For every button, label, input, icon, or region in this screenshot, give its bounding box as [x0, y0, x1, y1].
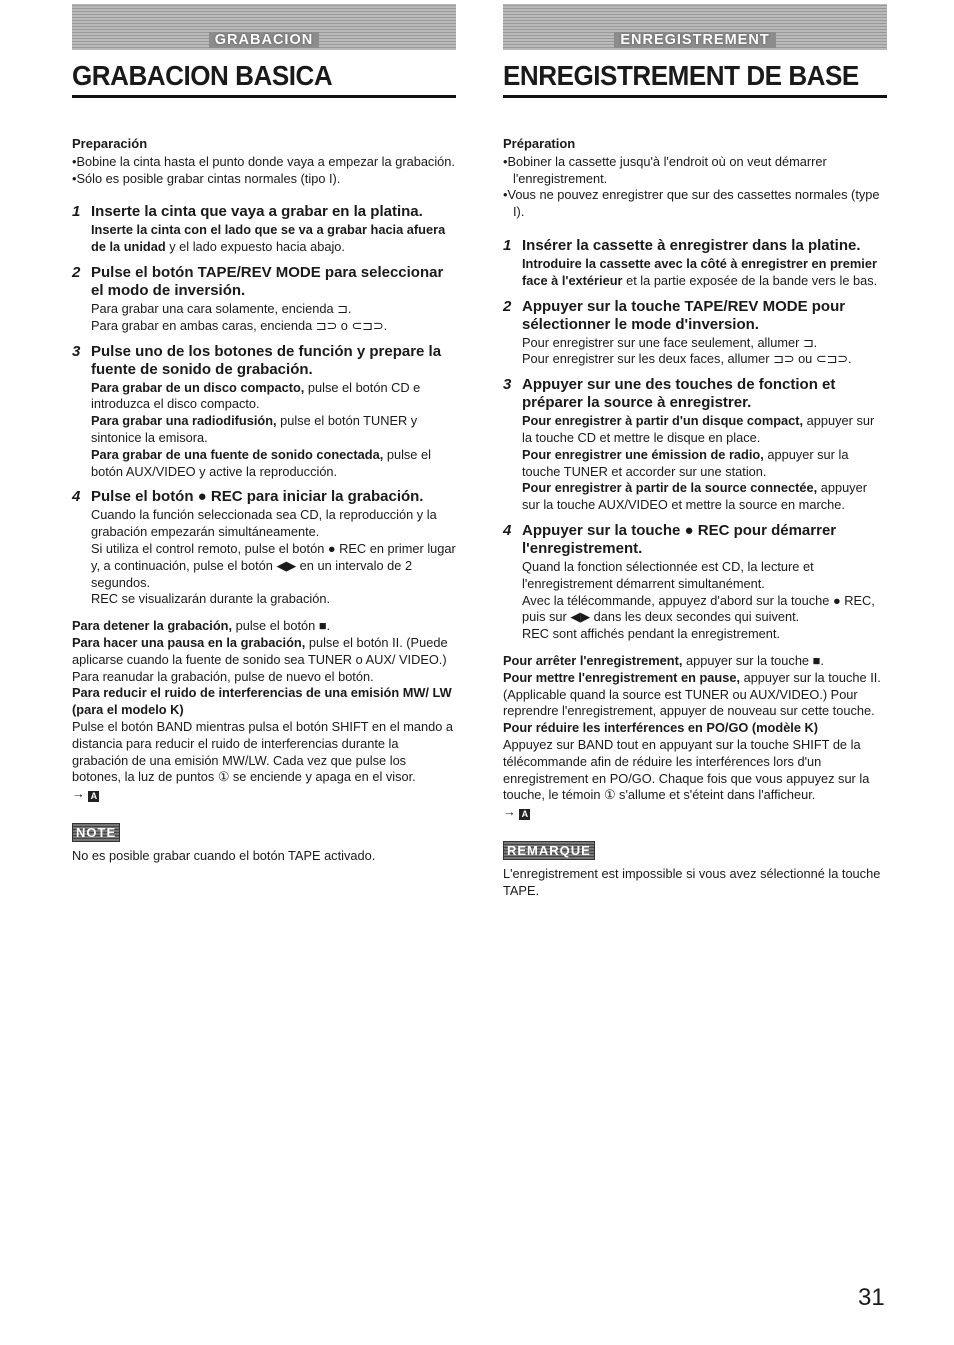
reference-box-icon: A	[519, 809, 530, 820]
step-text: Pour enregistrer une émission de radio, appuyer sur la touche TUNER et accorder sur une station.	[522, 446, 849, 479]
pause-instruction: Pour mettre l'enregistrement en pause, appuyer sur la touche II. (Applicable quand la source est TUNER ou AUX/VIDEO.) Pour reprendre l'enregistrement, appuyer de nouveau sur cette touche.	[503, 669, 881, 719]
step-text: Pour enregistrer sur les deux faces, allumer ⊐⊃ ou ⊂⊐⊃.	[522, 351, 852, 367]
page-title: GRABACION BASICA	[72, 60, 333, 91]
note-text: L'enregistrement est impossible si vous avez sélectionné la touche TAPE.	[503, 865, 881, 898]
step-2	[72, 264, 456, 335]
noise-reference: → A	[503, 804, 887, 821]
title-rule	[72, 95, 456, 98]
step-4	[503, 522, 887, 643]
step-number: 3	[72, 342, 81, 360]
section-banner: GRABACION	[72, 4, 456, 50]
section-banner: ENREGISTREMENT	[503, 4, 887, 50]
step-number: 1	[503, 236, 512, 254]
step-title: Pulse el botón TAPE/REV MODE para seleccionar el modo de inversión.	[91, 263, 444, 299]
list-item: • Bobine la cinta hasta el punto donde vaya a empezar la grabación.	[72, 154, 456, 171]
step-text: Inserte la cinta con el lado que se va a grabar hacia afuera de la unidad y el lado expuesto hacia abajo.	[91, 222, 446, 255]
step-title: Appuyer sur la touche ● REC pour démarrer l'enregistrement.	[522, 521, 837, 557]
step-text: Para grabar una radiodifusión, pulse el botón TUNER y sintonice la emisora.	[91, 413, 418, 445]
step-1	[503, 237, 887, 290]
noise-heading: Pour réduire les interférences en PO/GO (modèle K)	[503, 720, 819, 736]
step-text: Avec la télécommande, appuyez d'abord sur la touche ● REC, puis sur ◀▶ dans les deux secondes qui suivent.	[522, 592, 875, 625]
step-2	[503, 298, 887, 369]
stop-instruction: Pour arrêter l'enregistrement, appuyer sur la touche ■.	[503, 652, 824, 668]
step-number: 4	[503, 521, 512, 539]
spanish-column	[72, 0, 456, 865]
page-number: 31	[858, 1284, 885, 1311]
prep-list	[72, 154, 456, 188]
step-title: Appuyer sur la touche TAPE/REV MODE pour sélectionner le mode d'inversion.	[522, 297, 846, 333]
step-text: Cuando la función seleccionada sea CD, la reproducción y la grabación empezarán simultáneamente.	[91, 507, 437, 540]
noise-heading: Para reducir el ruido de interferencias de una emisión MW/ LW (para el modelo K)	[72, 685, 452, 718]
pause-instruction: Para hacer una pausa en la grabación, pulse el botón II. (Puede aplicarse cuando la fuente de sonido sea TUNER o AUX/ VIDEO.) Para reanudar la grabación, pulse de nuevo el botón.	[72, 634, 448, 684]
noise-text: Pulse el botón BAND mientras pulsa el botón SHIFT en el mando a distancia para reducir el ruido de interferencias durante la grabación de una emisión MW/LW. Cada vez que pulse los botones, la luz de puntos ① se enciende y apaga en el visor.	[72, 718, 454, 785]
step-1	[72, 203, 456, 256]
step-text: Pour enregistrer à partir d'un disque compact, appuyer sur la touche CD et mettre le disque en place.	[522, 413, 875, 445]
reference-box-icon: A	[88, 791, 99, 802]
step-text: Para grabar en ambas caras, encienda ⊐⊃ o ⊂⊐⊃.	[91, 317, 388, 333]
step-4	[72, 488, 456, 608]
step-text: Si utiliza el control remoto, pulse el botón ● REC en primer lugar y, a continuación, pulse el botón ◀▶ en un intervalo de 2 segundos.	[91, 540, 456, 590]
prep-heading: Preparación	[72, 136, 148, 151]
page-title: ENREGISTREMENT DE BASE	[503, 60, 859, 91]
step-number: 2	[503, 297, 512, 315]
list-item: • Bobiner la cassette jusqu'à l'endroit où on veut démarrer l'enregistrement.	[503, 154, 887, 188]
step-text: Pour enregistrer sur une face seulement, allumer ⊐.	[522, 334, 818, 350]
step-number: 1	[72, 203, 81, 221]
step-text: Para grabar una cara solamente, encienda ⊐.	[91, 300, 352, 316]
prep-list	[503, 154, 887, 221]
noise-text: Appuyez sur BAND tout en appuyant sur la touche SHIFT de la télécommande afin de réduire les interférences lors d'un enregistrement en PO/GO. Chaque fois que vous appuyez sur la touche, le témoin ① s'allume et s'éteint dans l'afficheur.	[503, 736, 870, 803]
step-title: Insérer la cassette à enregistrer dans la platine.	[522, 236, 861, 254]
noise-reference: → A	[72, 786, 456, 803]
step-title: Pulse uno de los botones de función y prepare la fuente de sonido de grabación.	[91, 342, 442, 378]
step-title: Inserte la cinta que vaya a grabar en la platina.	[91, 203, 423, 221]
step-number: 4	[72, 488, 81, 506]
step-text: Introduire la cassette avec la côté à enregistrer en premier face à l'extérieur et la partie exposée de la bande vers le bas.	[522, 255, 878, 288]
step-text: Pour enregistrer à partir de la source connectée, appuyer sur la touche AUX/VIDEO et mettre la source en marche.	[522, 480, 867, 513]
step-text: REC sont affichés pendant la enregistrement.	[522, 626, 780, 642]
title-rule	[503, 95, 887, 98]
stop-instruction: Para detener la grabación, pulse el botón ■.	[72, 618, 331, 634]
step-number: 2	[72, 263, 81, 281]
list-item: • Vous ne pouvez enregistrer que sur des cassettes normales (type I).	[503, 187, 887, 221]
step-text: Para grabar de un disco compacto, pulse el botón CD e introduzca el disco compacto.	[91, 379, 421, 412]
step-3	[72, 343, 456, 481]
note-label: NOTE	[72, 823, 120, 842]
prep-heading: Préparation	[503, 136, 576, 151]
step-text: Quand la fonction sélectionnée est CD, la lecture et l'enregistrement démarrent simultanément.	[522, 558, 814, 591]
step-text: Para grabar de una fuente de sonido conectada, pulse el botón AUX/VIDEO y active la reproducción.	[91, 446, 431, 479]
step-title: Appuyer sur une des touches de fonction et préparer la source à enregistrer.	[522, 376, 836, 412]
step-3	[503, 376, 887, 514]
note-label: REMARQUE	[503, 841, 595, 860]
french-column	[503, 0, 887, 900]
step-title: Pulse el botón ● REC para iniciar la grabación.	[91, 488, 424, 506]
step-text: REC se visualizarán durante la grabación.	[91, 591, 331, 607]
step-number: 3	[503, 376, 512, 394]
list-item: • Sólo es posible grabar cintas normales (tipo I).	[72, 171, 456, 188]
note-text: No es posible grabar cuando el botón TAPE activado.	[72, 847, 376, 863]
